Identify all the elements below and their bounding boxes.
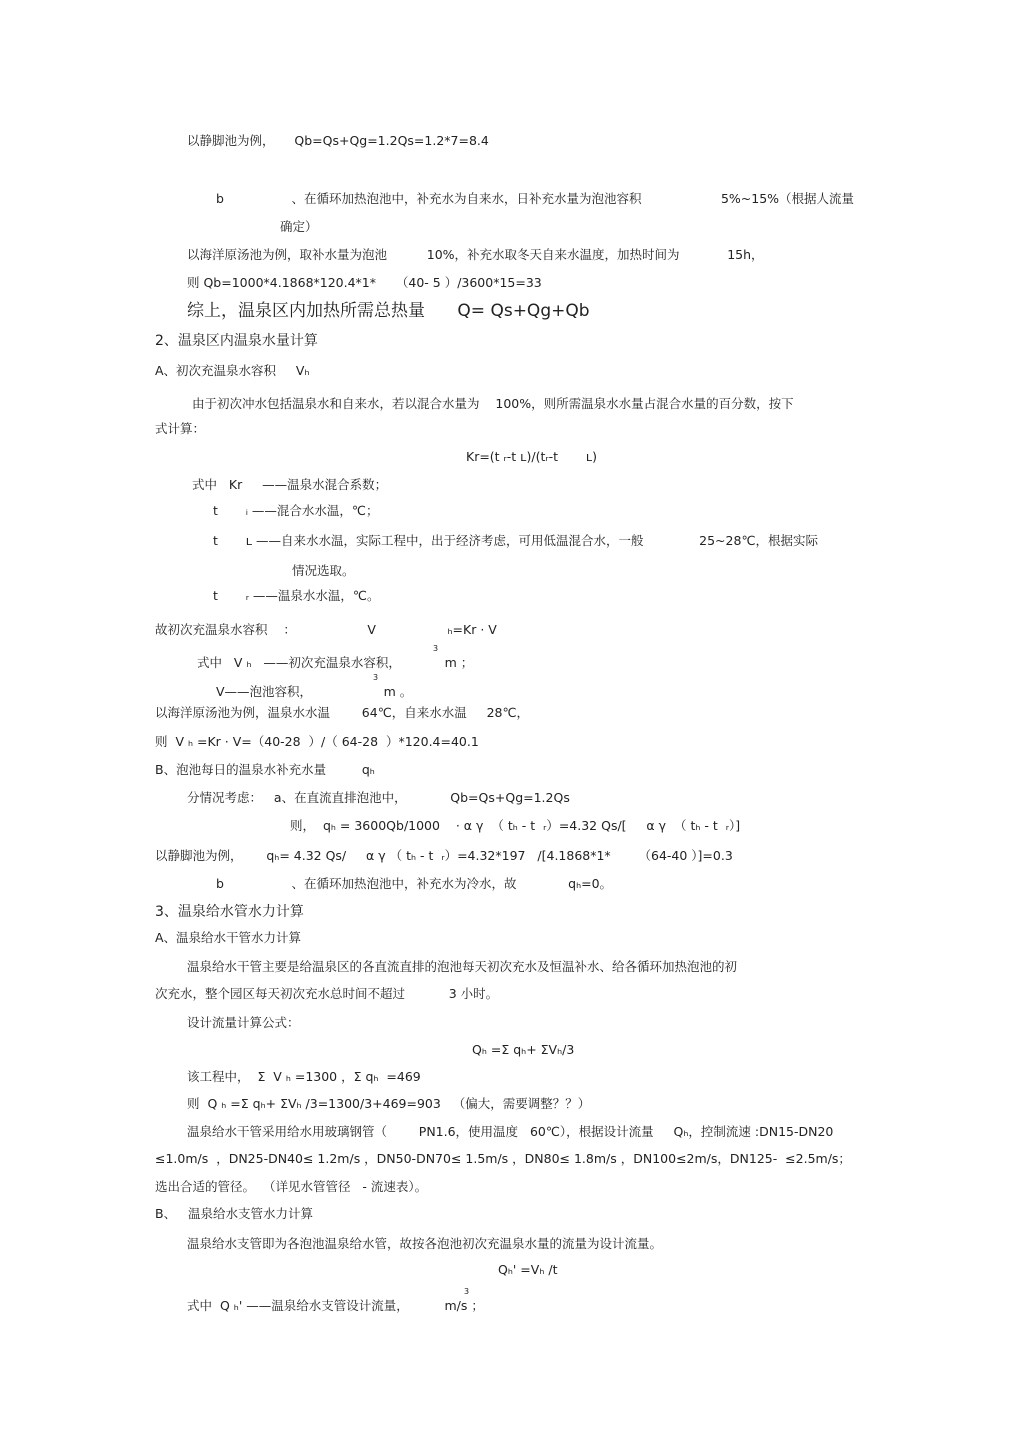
text-line: 温泉给水干管采用给水用玻璃钢管（ PN1.6，使用温度 60℃），根据设计流量 Qₕ，控制流速 :DN15-DN20 bbox=[187, 1124, 834, 1139]
formula: Qₕ =Σ qₕ+ ΣVₕ/3 bbox=[472, 1042, 575, 1057]
text-line: V——泡池容积， m 。 bbox=[216, 684, 413, 699]
formula: 则， qₕ = 3600Qb/1000 · α γ （ tₕ - t ᵣ）=4.32 Qs/[ α γ （ tₕ - t ᵣ）] bbox=[290, 818, 741, 833]
text-line: 情况选取。 bbox=[292, 563, 355, 578]
text-line: t ᵣ ——温泉水水温，℃。 bbox=[213, 588, 380, 603]
text-line: 式中 V ₕ ——初次充温泉水容积， m ； bbox=[197, 655, 474, 670]
superscript: 3 bbox=[464, 1287, 470, 1296]
text-line: 故初次充温泉水容积 ： V ₕ=Kr · V bbox=[155, 622, 497, 637]
superscript: 3 bbox=[373, 673, 379, 682]
superscript: 3 bbox=[433, 644, 439, 653]
text-line: 则 Qb=1000*4.1868*120.4*1* （40- 5 ）/3600*15=33 bbox=[187, 275, 542, 290]
text-line: 确定） bbox=[280, 219, 318, 234]
section-heading: 2、温泉区内温泉水量计算 bbox=[155, 333, 318, 349]
text-line: b 、在循环加热泡池中，补充水为冷水，故 qₕ=0。 bbox=[216, 876, 613, 891]
text-line: 温泉给水支管即为各泡池温泉给水管，故按各泡池初次充温泉水量的流量为设计流量。 bbox=[187, 1236, 663, 1251]
text-line: 式计算： bbox=[155, 421, 206, 436]
text-line: 以静脚池为例， qₕ= 4.32 Qs/ α γ （ tₕ - t ᵣ）=4.32*197 /[4.1868*1* （64-40 ）]=0.3 bbox=[155, 848, 733, 863]
text-line: t ʟ ——自来水水温，实际工程中，出于经济考虑，可用低温混合水，一般 25~28℃，根据实际 bbox=[213, 533, 818, 548]
summary-heading: 综上，温泉区内加热所需总热量 Q= Qs+Qg+Qb bbox=[187, 301, 590, 321]
text-line: ≤1.0m/s ，DN25-DN40≤ 1.2m/s ，DN50-DN70≤ 1.5m/s ，DN80≤ 1.8m/s ，DN100≤2m/s，DN125- ≤2.5m/s； bbox=[155, 1151, 851, 1166]
formula: Kr=(t ᵣ-t ʟ)/(tᵣ-t ʟ) bbox=[466, 449, 598, 464]
text-line: 由于初次冲水包括温泉水和自来水，若以混合水量为 100%，则所需温泉水水量占混合水量的百分数，按下 bbox=[192, 396, 794, 411]
formula: Qₕ' =Vₕ /t bbox=[498, 1262, 558, 1277]
text-line: 则 V ₕ =Kr · V=（40-28 ）/（ 64-28 ）*120.4=40.1 bbox=[155, 734, 479, 749]
text-line: 式中 Q ₕ' ——温泉给水支管设计流量， m/s ； bbox=[187, 1298, 484, 1313]
text-line: 以海洋原汤池为例，取补水量为泡池 10%，补充水取冬天自来水温度，加热时间为 15h， bbox=[187, 247, 764, 262]
text-line: t ᵢ ——混合水水温，℃； bbox=[213, 503, 379, 518]
subsection-heading: A、初次充温泉水容积 Vₕ bbox=[155, 363, 310, 378]
text-line: 温泉给水干管主要是给温泉区的各直流直排的泡池每天初次充水及恒温补水、给各循环加热泡池的初 bbox=[187, 959, 738, 974]
subsection-heading: B、泡池每日的温泉水补充水量 qₕ bbox=[155, 762, 375, 777]
text-line: 则 Q ₕ =Σ qₕ+ ΣVₕ /3=1300/3+469=903 （偏大，需要调整？？） bbox=[187, 1096, 591, 1111]
text-line: 分情况考虑： a、在直流直排泡池中， Qb=Qs+Qg=1.2Qs bbox=[187, 790, 570, 805]
section-heading: 3、温泉给水管水力计算 bbox=[155, 904, 304, 920]
text-line: 设计流量计算公式： bbox=[187, 1015, 300, 1030]
text-line: 该工程中， Σ V ₕ =1300 ，Σ qₕ =469 bbox=[187, 1069, 421, 1084]
text-line: 以海洋原汤池为例，温泉水水温 64℃，自来水水温 28℃， bbox=[155, 705, 530, 720]
subsection-heading: B、 温泉给水支管水力计算 bbox=[155, 1206, 313, 1221]
subsection-heading: A、温泉给水干管水力计算 bbox=[155, 930, 302, 945]
text-line: b 、在循环加热泡池中，补充水为自来水，日补充水量为泡池容积 5%~15%（根据人流量 bbox=[216, 191, 855, 206]
text-line: 以静脚池为例， Qb=Qs+Qg=1.2Qs=1.2*7=8.4 bbox=[187, 133, 489, 148]
text-line: 次充水，整个园区每天初次充水总时间不超过 3 小时。 bbox=[155, 986, 499, 1001]
text-line: 选出合适的管径。 （详见水管管径 - 流速表）。 bbox=[155, 1179, 428, 1194]
text-line: 式中 Kr ——温泉水混合系数； bbox=[192, 477, 388, 492]
